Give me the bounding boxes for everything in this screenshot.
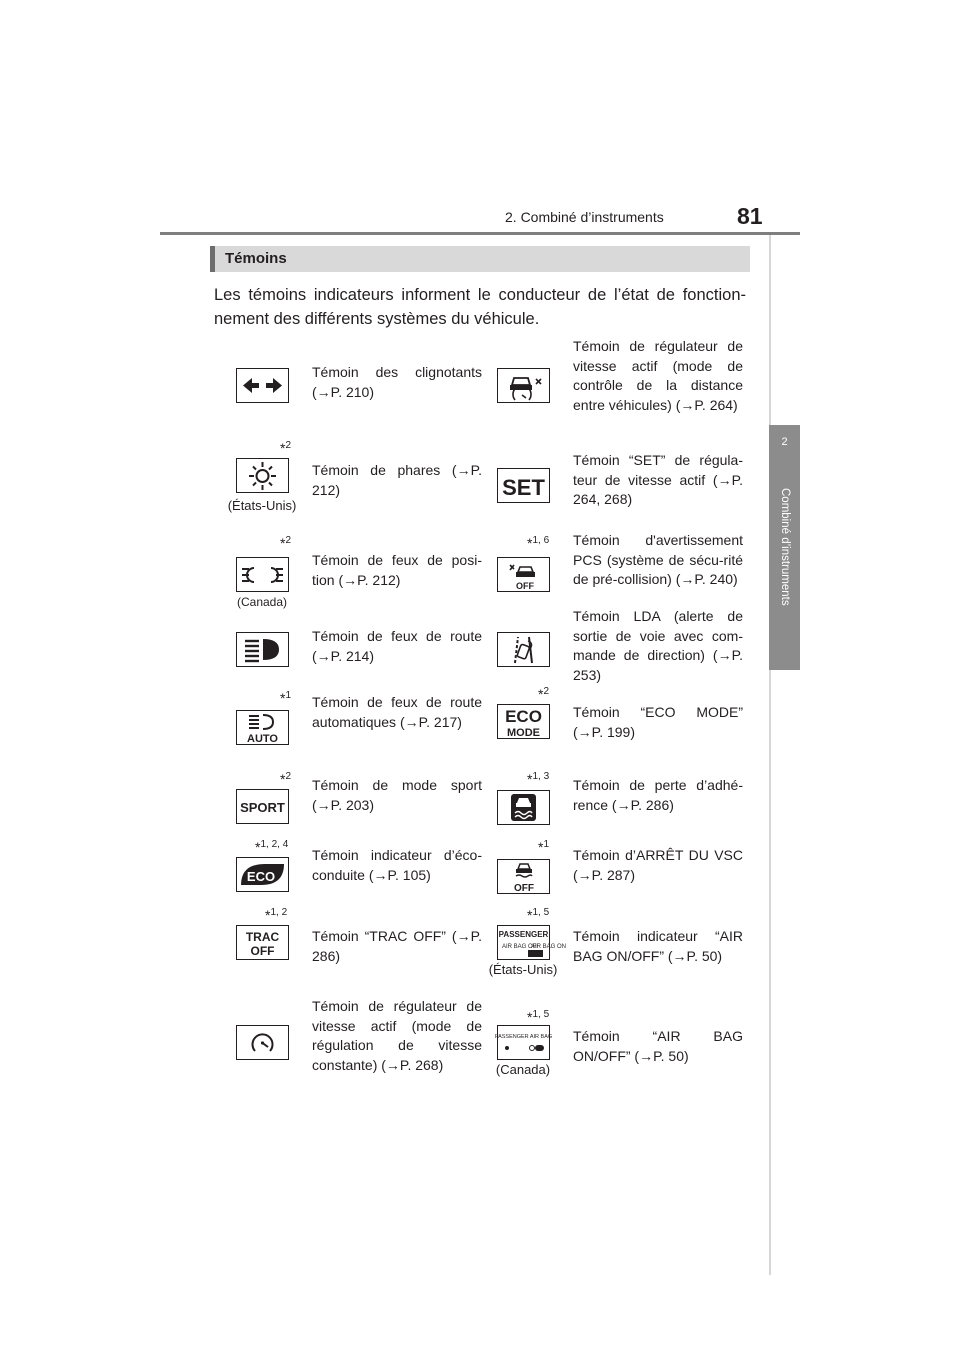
airbag-onoff-icon [497,925,567,960]
cruise-control-icon [236,1025,289,1060]
right-note-6: *$^{1, 3}$ [527,771,550,787]
right-desc-1: Témoin de régulateur de vitesse actif (mode de contrôle de la distance entre véhicules) (→P. 264) [573,338,743,413]
left-desc-9: Témoin de régulateur de vitesse actif (mode de régulation de vitesse constante) (→P. 268) [312,998,482,1073]
eco-label: ECO [246,869,276,884]
right-desc-5: Témoin “ECO MODE” (→P. 199) [573,704,743,740]
auto-label: AUTO [247,733,278,745]
pcs-warning-icon [497,557,550,592]
section-heading-text: Témoins [225,250,287,267]
right-note-8: *$^{1, 5}$ [527,907,550,923]
intro-paragraph: Les témoins indicateurs informent le conducteur de l’état de fonction-nement des différents systèmes du véhicule. [214,286,746,328]
right-desc-8: Témoin indicateur “AIR BAG ON/OFF” (→P. 50) [573,928,743,964]
right-caption-8: (États-Unis) [488,962,558,977]
section-heading-bar [210,246,215,272]
left-desc-3: Témoin de feux de posi-tion (→P. 212) [312,552,482,588]
chapter-title: 2. Combiné d’instruments [505,209,664,225]
pcs-off-label: OFF [516,581,534,591]
vsc-off-icon [497,859,550,894]
set-icon [497,468,550,503]
tail-light-icon [236,557,289,592]
side-divider [769,235,771,1275]
left-note-8: *$^{1, 2}$ [265,907,288,923]
right-desc-2: Témoin “SET” de régula-teur de vitesse actif (→P. 264, 268) [573,452,743,507]
left-note-3: *$^2$ [280,535,292,551]
left-desc-8: Témoin “TRAC OFF” (→P. 286) [312,928,482,964]
right-note-7: *$^1$ [538,839,550,855]
right-caption-9: (Canada) [495,1062,551,1077]
right-desc-3: Témoin d'avertissement PCS (système de sécu-rité de pré-collision) (→P. 240) [573,532,743,587]
vsc-off-label: OFF [514,883,534,894]
left-desc-5: Témoin de feux de route automatiques (→P. 217) [312,694,482,730]
high-beam-icon [236,632,289,667]
page-number: 81 [737,203,763,229]
right-desc-4: Témoin LDA (alerte de sortie de voie avec com-mande de direction) (→P. 253) [573,608,743,683]
side-tab-label: Combiné d’instruments [779,488,791,606]
left-desc-7: Témoin indicateur d’éco-conduite (→P. 105) [312,847,482,883]
right-desc-7: Témoin d’ARRÊT DU VSC (→P. 287) [573,847,743,883]
passenger-airbag-label: PASSENGER AIR BAG [494,1034,553,1040]
left-desc-1: Témoin des clignotants (→P. 210) [312,364,482,400]
airbag-onoff-canada-icon [494,1025,553,1060]
right-note-3: *$^{1, 6}$ [527,535,550,551]
airbag-on-label: AIR BAG ON [531,944,567,950]
airbag-off-label: AIR BAG OFF [502,944,541,950]
radar-cruise-icon [497,368,550,403]
right-desc-6: Témoin de perte d’adhé-rence (→P. 286) [573,777,743,813]
trac-off-icon [236,925,289,960]
eco-mode-icon [497,704,550,739]
right-desc-9: Témoin “AIR BAG ON/OFF” (→P. 50) [573,1028,743,1064]
trac-off-label: OFF [250,944,275,958]
header-divider [160,232,800,235]
eco-mode-top-label: ECO [505,707,542,726]
auto-high-beam-icon [236,710,289,745]
trac-label: TRAC [245,930,280,944]
left-desc-2: Témoin de phares (→P. 212) [312,462,482,498]
slip-indicator-icon [497,790,550,825]
side-tab-number: 2 [781,436,788,448]
lda-icon [497,632,550,667]
passenger-label: PASSENGER [498,930,549,939]
sport-mode-icon [236,789,289,824]
left-caption-2: (États-Unis) [227,498,297,513]
left-caption-3: (Canada) [236,595,288,609]
right-note-5: *$^2$ [538,686,550,702]
left-note-6: *$^2$ [280,771,292,787]
section-heading [210,246,750,272]
left-desc-6: Témoin de mode sport (→P. 203) [312,777,482,813]
right-note-9: *$^{1, 5}$ [527,1009,550,1025]
turn-signal-icon [236,368,289,403]
left-note-2: *$^2$ [280,440,292,456]
set-label: SET [502,475,545,500]
left-note-5: *$^1$ [280,690,292,706]
headlight-icon [236,458,289,493]
eco-mode-bottom-label: MODE [507,727,540,739]
left-note-7: *$^{1, 2, 4}$ [255,839,289,855]
sport-label: SPORT [240,800,285,815]
eco-indicator-icon [236,857,289,892]
left-desc-4: Témoin de feux de route (→P. 214) [312,628,482,664]
